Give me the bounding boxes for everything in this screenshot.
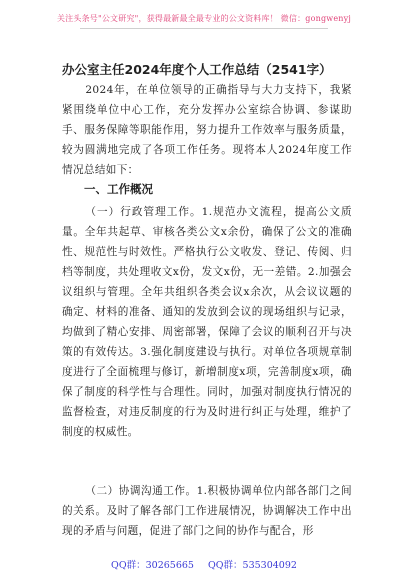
- footer-qq-group-1: QQ群：30265665: [111, 560, 194, 571]
- intro-paragraph: 2024年，在单位领导的正确指导与大力支持下，我紧紧围绕单位中心工作，充分发挥办公室综合协调、参谋助手、服务保障等职能作用，努力提升工作效率与服务质量，较为圆满地完成了各项工作任务。现将本人2024年度工作情况总结如下：: [62, 84, 352, 176]
- header-banner: [0, 13, 408, 24]
- header-banner-text: 关注头条号"公文研究"，获得最新最全最专业的公文资料库！ 微信：gongwenyj: [56, 14, 352, 23]
- body-paragraph-coordination: （二）协调沟通工作。1.积极协调单位内部各部门之间的关系。及时了解各部门工作进展情况，协调解决工作中出现的矛盾与问题，促进了部门之间的协作与配合，形: [62, 485, 352, 537]
- section-heading: 一、工作概况: [84, 182, 153, 196]
- footer-qq-group-2: QQ群：535304092: [207, 560, 297, 571]
- body-paragraph-admin: （一）行政管理工作。1.规范办文流程，提高公文质量。全年共起草、审核各类公文x余份，确保了公文的准确性、规范性与时效性。严格执行公文收发、登记、传阅、归档等制度，共处理收文x份，发文x份，无一差错。2.加强会议组织与管理。全年共组织各类会议x余次，从会议议题的确定、材料的准备、通知的发放到会议的现场组织与记录，均做到了精心安排、周密部署，保障了会议的顺利召开与决策的有效传达。3.强化制度建设与执行。对单位各项规章制度进行了全面梳理与修订，新增制度x项，完善制度x项，确保了制度的科学性与合理性。同时，加强对制度执行情况的监督检查，对违反制度的行为及时进行纠正与处理，维护了制度的权威性。: [62, 206, 352, 438]
- footer-contact: [0, 557, 408, 571]
- header-divider: [80, 28, 328, 29]
- document-title: 办公室主任2024年度个人工作总结（2541字）: [62, 62, 332, 77]
